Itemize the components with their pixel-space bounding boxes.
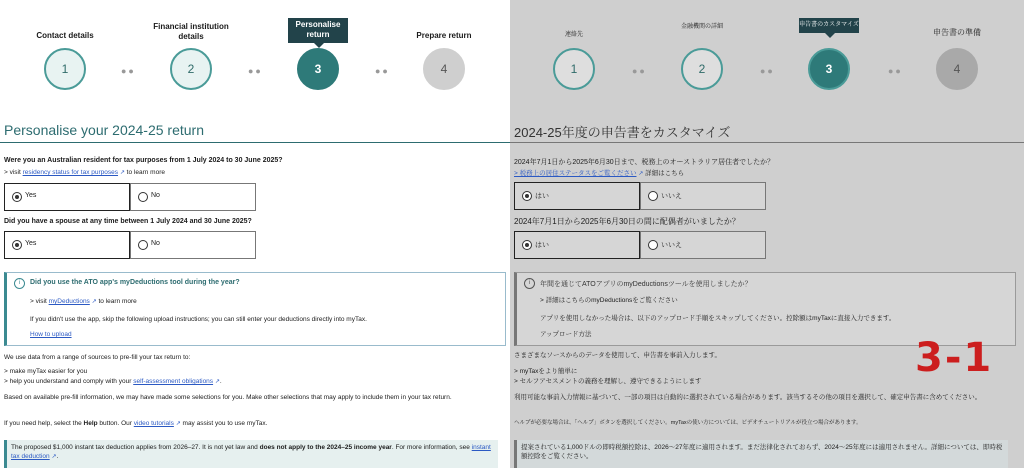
question-residency: Were you an Australian resident for tax purposes from 1 July 2024 to 30 June 2025? — [4, 157, 283, 164]
step-label: 申告書のカスタマイズ — [799, 18, 859, 33]
japanese-panel — [510, 0, 1024, 468]
step-connector: ●● — [760, 66, 775, 76]
step-connector: ●● — [888, 66, 903, 76]
radio-icon — [138, 192, 148, 202]
residency-yes-radio[interactable]: Yes — [4, 183, 130, 211]
step-label: 金融機関の詳細 — [680, 24, 723, 30]
info-icon: i — [14, 278, 25, 289]
external-link-icon: ↗ — [91, 299, 97, 305]
external-link-icon: ↗ — [119, 170, 125, 176]
mydeductions-info-box — [4, 272, 506, 346]
radio-icon — [648, 240, 658, 250]
title-divider — [510, 142, 1024, 143]
step-number: 2 — [170, 48, 212, 90]
step-label: 申告書の準備 — [933, 28, 981, 37]
step-label: Financial institution details — [153, 22, 229, 41]
info-icon: i — [524, 278, 535, 289]
prefill-selection-text: Based on available pre-fill information, we may have made some selections for you. Make other selections that may apply to include them in your tax return. — [4, 394, 452, 401]
external-link-icon: ↗ — [214, 379, 220, 385]
residency-help: > visit residency status for tax purposes ↗ to learn more — [4, 169, 165, 176]
instant-deduction-notice: The proposed $1,000 instant tax deduction applies from 2026–27. It is not yet law and does not apply to the 2024–25 income year. For more information, see instant tax deduction ↗. — [4, 440, 498, 468]
prefill-selection-text: 利用可能な事前入力情報に基づいて、一部の項目は自動的に選択されている場合があります。該当するその他の項目を選択して、確定申告書に含めてください。 — [514, 394, 982, 401]
step-number: 4 — [423, 48, 465, 90]
how-to-upload-link[interactable]: アップロード方法 — [540, 331, 592, 338]
spouse-no-radio[interactable]: いいえ — [640, 231, 766, 259]
step-connector: ●● — [632, 66, 647, 76]
spouse-yes-radio[interactable]: Yes — [4, 231, 130, 259]
section-badge: 3-1 — [915, 335, 994, 381]
residency-help: > 税務上の居住ステータスをご覧ください ↗ 詳細はこちら — [514, 170, 685, 177]
prefill-bullet-1: > myTaxをより簡単に — [514, 368, 578, 375]
info-text: アプリを使用しなかった場合は、以下のアップロード手順をスキップしてください。控除額はmyTaxに直接入力できます。 — [540, 315, 896, 322]
self-assessment-link[interactable]: self-assessment obligations — [133, 378, 214, 385]
spouse-yes-radio[interactable]: はい — [514, 231, 640, 259]
instant-tax-deduction-link[interactable]: instant tax deduction — [11, 444, 491, 460]
external-link-icon: ↗ — [638, 171, 644, 177]
step-label: 連絡先 — [564, 32, 583, 38]
progress-stepper-ja — [510, 0, 1024, 112]
prefill-bullet-2: > セルフアセスメントの義務を理解し、遵守できるようにします — [514, 378, 702, 385]
step-number: 4 — [936, 48, 978, 90]
external-link-icon: ↗ — [175, 421, 181, 427]
mydeductions-link[interactable]: myDeductions — [48, 298, 90, 305]
help-text: ヘルプが必要な場合は、「ヘルプ」ボタンを選択してください。myTaxの使い方については、ビデオチュートリアルが役立つ場合があります。 — [514, 420, 862, 426]
prefill-intro: さまざまなソースからのデータを使用して、申告書を事前入力します。 — [514, 352, 722, 359]
progress-stepper — [0, 0, 510, 112]
step-label: Prepare return — [416, 31, 472, 40]
residency-status-link[interactable]: residency status for tax purposes — [22, 169, 119, 176]
step-connector: ●● — [121, 66, 136, 76]
page-title: Personalise your 2024-25 return — [4, 122, 205, 138]
prefill-bullet-2: > help you understand and comply with your self-assessment obligations ↗. — [4, 378, 222, 385]
residency-yes-radio[interactable]: はい — [514, 182, 640, 210]
info-text: If you didn't use the app, skip the following upload instructions; you can still enter your deductions directly into myTax. — [30, 316, 367, 323]
radio-icon — [522, 191, 532, 201]
help-text: If you need help, select the Help button. Our video tutorials ↗ may assist you to use myTax. — [4, 420, 268, 427]
english-panel — [0, 0, 510, 468]
step-number: 3 — [808, 48, 850, 90]
step-number: 3 — [297, 48, 339, 90]
spouse-no-radio[interactable]: No — [130, 231, 256, 259]
radio-icon — [522, 240, 532, 250]
step-connector: ●● — [248, 66, 263, 76]
info-title: Did you use the ATO app's myDeductions tool during the year? — [30, 279, 240, 286]
title-divider — [0, 142, 510, 143]
step-number: 1 — [44, 48, 86, 90]
prefill-intro: We use data from a range of sources to pre-fill your tax return to: — [4, 354, 191, 361]
instant-deduction-notice: 提案されている1,000ドルの即時税額控除は、2026～27年度に適用されます。まだ法律化されておらず、2024～25年度には適用されません。詳細については、即時税額控除をご覧ください。 — [514, 440, 1008, 468]
step-connector: ●● — [375, 66, 390, 76]
mydeductions-help: > visit myDeductions ↗ to learn more — [30, 298, 137, 305]
question-spouse: 2024年7月1日から2025年6月30日の間に配偶者がいましたか？ — [514, 217, 740, 226]
mydeductions-help[interactable]: > 詳細はこちらのmyDeductionsをご覧ください — [540, 297, 678, 304]
external-link-icon: ↗ — [51, 454, 57, 460]
video-tutorials-link[interactable]: video tutorials — [133, 420, 174, 427]
info-title: 年間を通じてATOアプリのmyDeductionsツールを使用しましたか？ — [540, 281, 752, 288]
radio-icon — [12, 192, 22, 202]
step-label: Contact details — [36, 31, 94, 40]
residency-status-link[interactable]: > 税務上の居住ステータスをご覧ください — [514, 170, 637, 177]
how-to-upload-link[interactable]: How to upload — [30, 331, 72, 338]
question-spouse: Did you have a spouse at any time between 1 July 2024 and 30 June 2025? — [4, 218, 252, 225]
step-number: 1 — [553, 48, 595, 90]
radio-icon — [648, 191, 658, 201]
page-title: 2024-25年度の申告書をカスタマイズ — [514, 125, 731, 140]
question-residency: 2024年7月1日から2025年6月30日まで、税務上のオーストラリア居住者でしたか？ — [514, 159, 775, 166]
prefill-bullet-1: > make myTax easier for you — [4, 368, 88, 375]
radio-icon — [12, 240, 22, 250]
step-label: Personalise return — [288, 18, 348, 43]
residency-no-radio[interactable]: No — [130, 183, 256, 211]
residency-no-radio[interactable]: いいえ — [640, 182, 766, 210]
step-number: 2 — [681, 48, 723, 90]
radio-icon — [138, 240, 148, 250]
